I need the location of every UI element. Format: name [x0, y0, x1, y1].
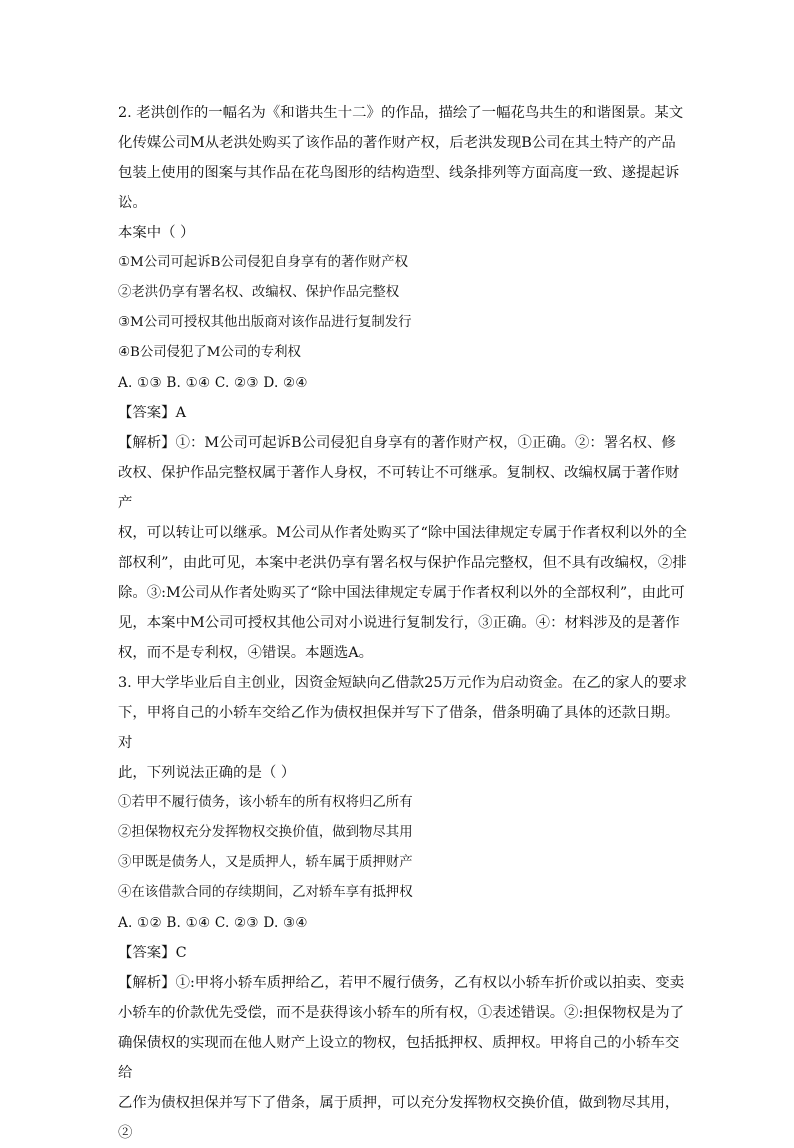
q2-analysis-line-3: 权，可以转让可以继承。M公司从作者处购买了“除中国法律规定专属于作者权利以外的全: [118, 525, 687, 541]
question-3: [118, 668, 688, 1148]
q2-stem-line-4: 本案中（ ）: [118, 225, 195, 241]
q3-option-4: ④在该借款合同的存续期间，乙对轿车享有抵押权: [118, 885, 413, 900]
q2-choices: A. ①③ B. ①④ C. ②③ D. ②④: [118, 375, 308, 391]
q2-option-3: ③M公司可授权其他出版商对该作品进行复制发行: [118, 315, 412, 330]
q2-option-2: ②老洪仍享有署名权、改编权、保护作品完整权: [118, 285, 400, 300]
q2-analysis-line-2: 改权、保护作品完整权属于著作人身权，不可转让不可继承。复制权、改编权属于著作财产: [118, 465, 680, 511]
q2-stem-line-3: 包装上使用的图案与其作品在花鸟图形的结构造型、线条排列等方面高度一致、遂提起诉讼。: [118, 165, 680, 211]
q2-analysis-line-5: 除。③:M公司从作者处购买了“除中国法律规定专属于作者权利以外的全部权利”，由此可: [118, 585, 685, 601]
q3-stem-line-2: 下，甲将自己的小轿车交给乙作为债权担保并写下了借条，借条明确了具体的还款日期。对: [118, 705, 680, 751]
q2-stem-line-2: 化传媒公司M从老洪处购买了该作品的著作财产权，后老洪发现B公司在其土特产的产品: [118, 135, 676, 151]
q3-analysis-line-1: 【解析】①:甲将小轿车质押给乙，若甲不履行债务，乙有权以小轿车折价或以拍卖、变卖: [118, 975, 685, 991]
q2-analysis-line-6: 见，本案中M公司可授权其他公司对小说进行复制发行，③正确。④：材料涉及的是著作: [118, 615, 680, 631]
q2-stem-line-1: 2. 老洪创作的一幅名为《和谐共生十二》的作品，描绘了一幅花鸟共生的和谐图景。某文: [118, 105, 684, 121]
question-2: [118, 98, 688, 668]
q3-option-2: ②担保物权充分发挥物权交换价值，做到物尽其用: [118, 825, 413, 840]
q3-stem-line-1: 3. 甲大学毕业后自主创业，因资金短缺向乙借款25万元作为启动资金。在乙的家人的要求: [118, 675, 688, 691]
q3-stem-line-3: 此，下列说法正确的是（ ）: [118, 765, 296, 781]
q2-analysis-line-1: 【解析】①：M公司可起诉B公司侵犯自身享有的著作财产权，①正确。②：署名权、修: [118, 435, 676, 451]
q3-analysis-line-2: 小轿车的价款优先受偿，而不是获得该小轿车的所有权，①表述错误。②:担保物权是为了: [118, 1005, 685, 1021]
q3-choices: A. ①② B. ①④ C. ②③ D. ③④: [118, 915, 308, 931]
q2-option-4: ④B公司侵犯了M公司的专利权: [118, 345, 301, 360]
q2-analysis-line-7: 权，而不是专利权，④错误。本题选A。: [118, 645, 374, 661]
q3-option-1: ①若甲不履行债务，该小轿车的所有权将归乙所有: [118, 795, 413, 810]
q3-option-3: ③甲既是债务人，又是质押人，轿车属于质押财产: [118, 855, 413, 870]
q3-analysis-line-3: 确保债权的实现而在他人财产上设立的物权，包括抵押权、质押权。甲将自己的小轿车交给: [118, 1035, 680, 1081]
document-page: [118, 98, 688, 1148]
q2-option-1: ①M公司可起诉B公司侵犯自身享有的著作财产权: [118, 255, 408, 270]
q3-analysis-line-4: 乙作为债权担保并写下了借条，属于质押，可以充分发挥物权交换价值，做到物尽其用，②: [118, 1095, 680, 1141]
q2-analysis-line-4: 部权利”，由此可见，本案中老洪仍享有署名权与保护作品完整权，但不具有改编权，②排: [118, 555, 687, 571]
q2-answer: 【答案】A: [118, 405, 186, 421]
q3-answer: 【答案】C: [118, 945, 187, 961]
